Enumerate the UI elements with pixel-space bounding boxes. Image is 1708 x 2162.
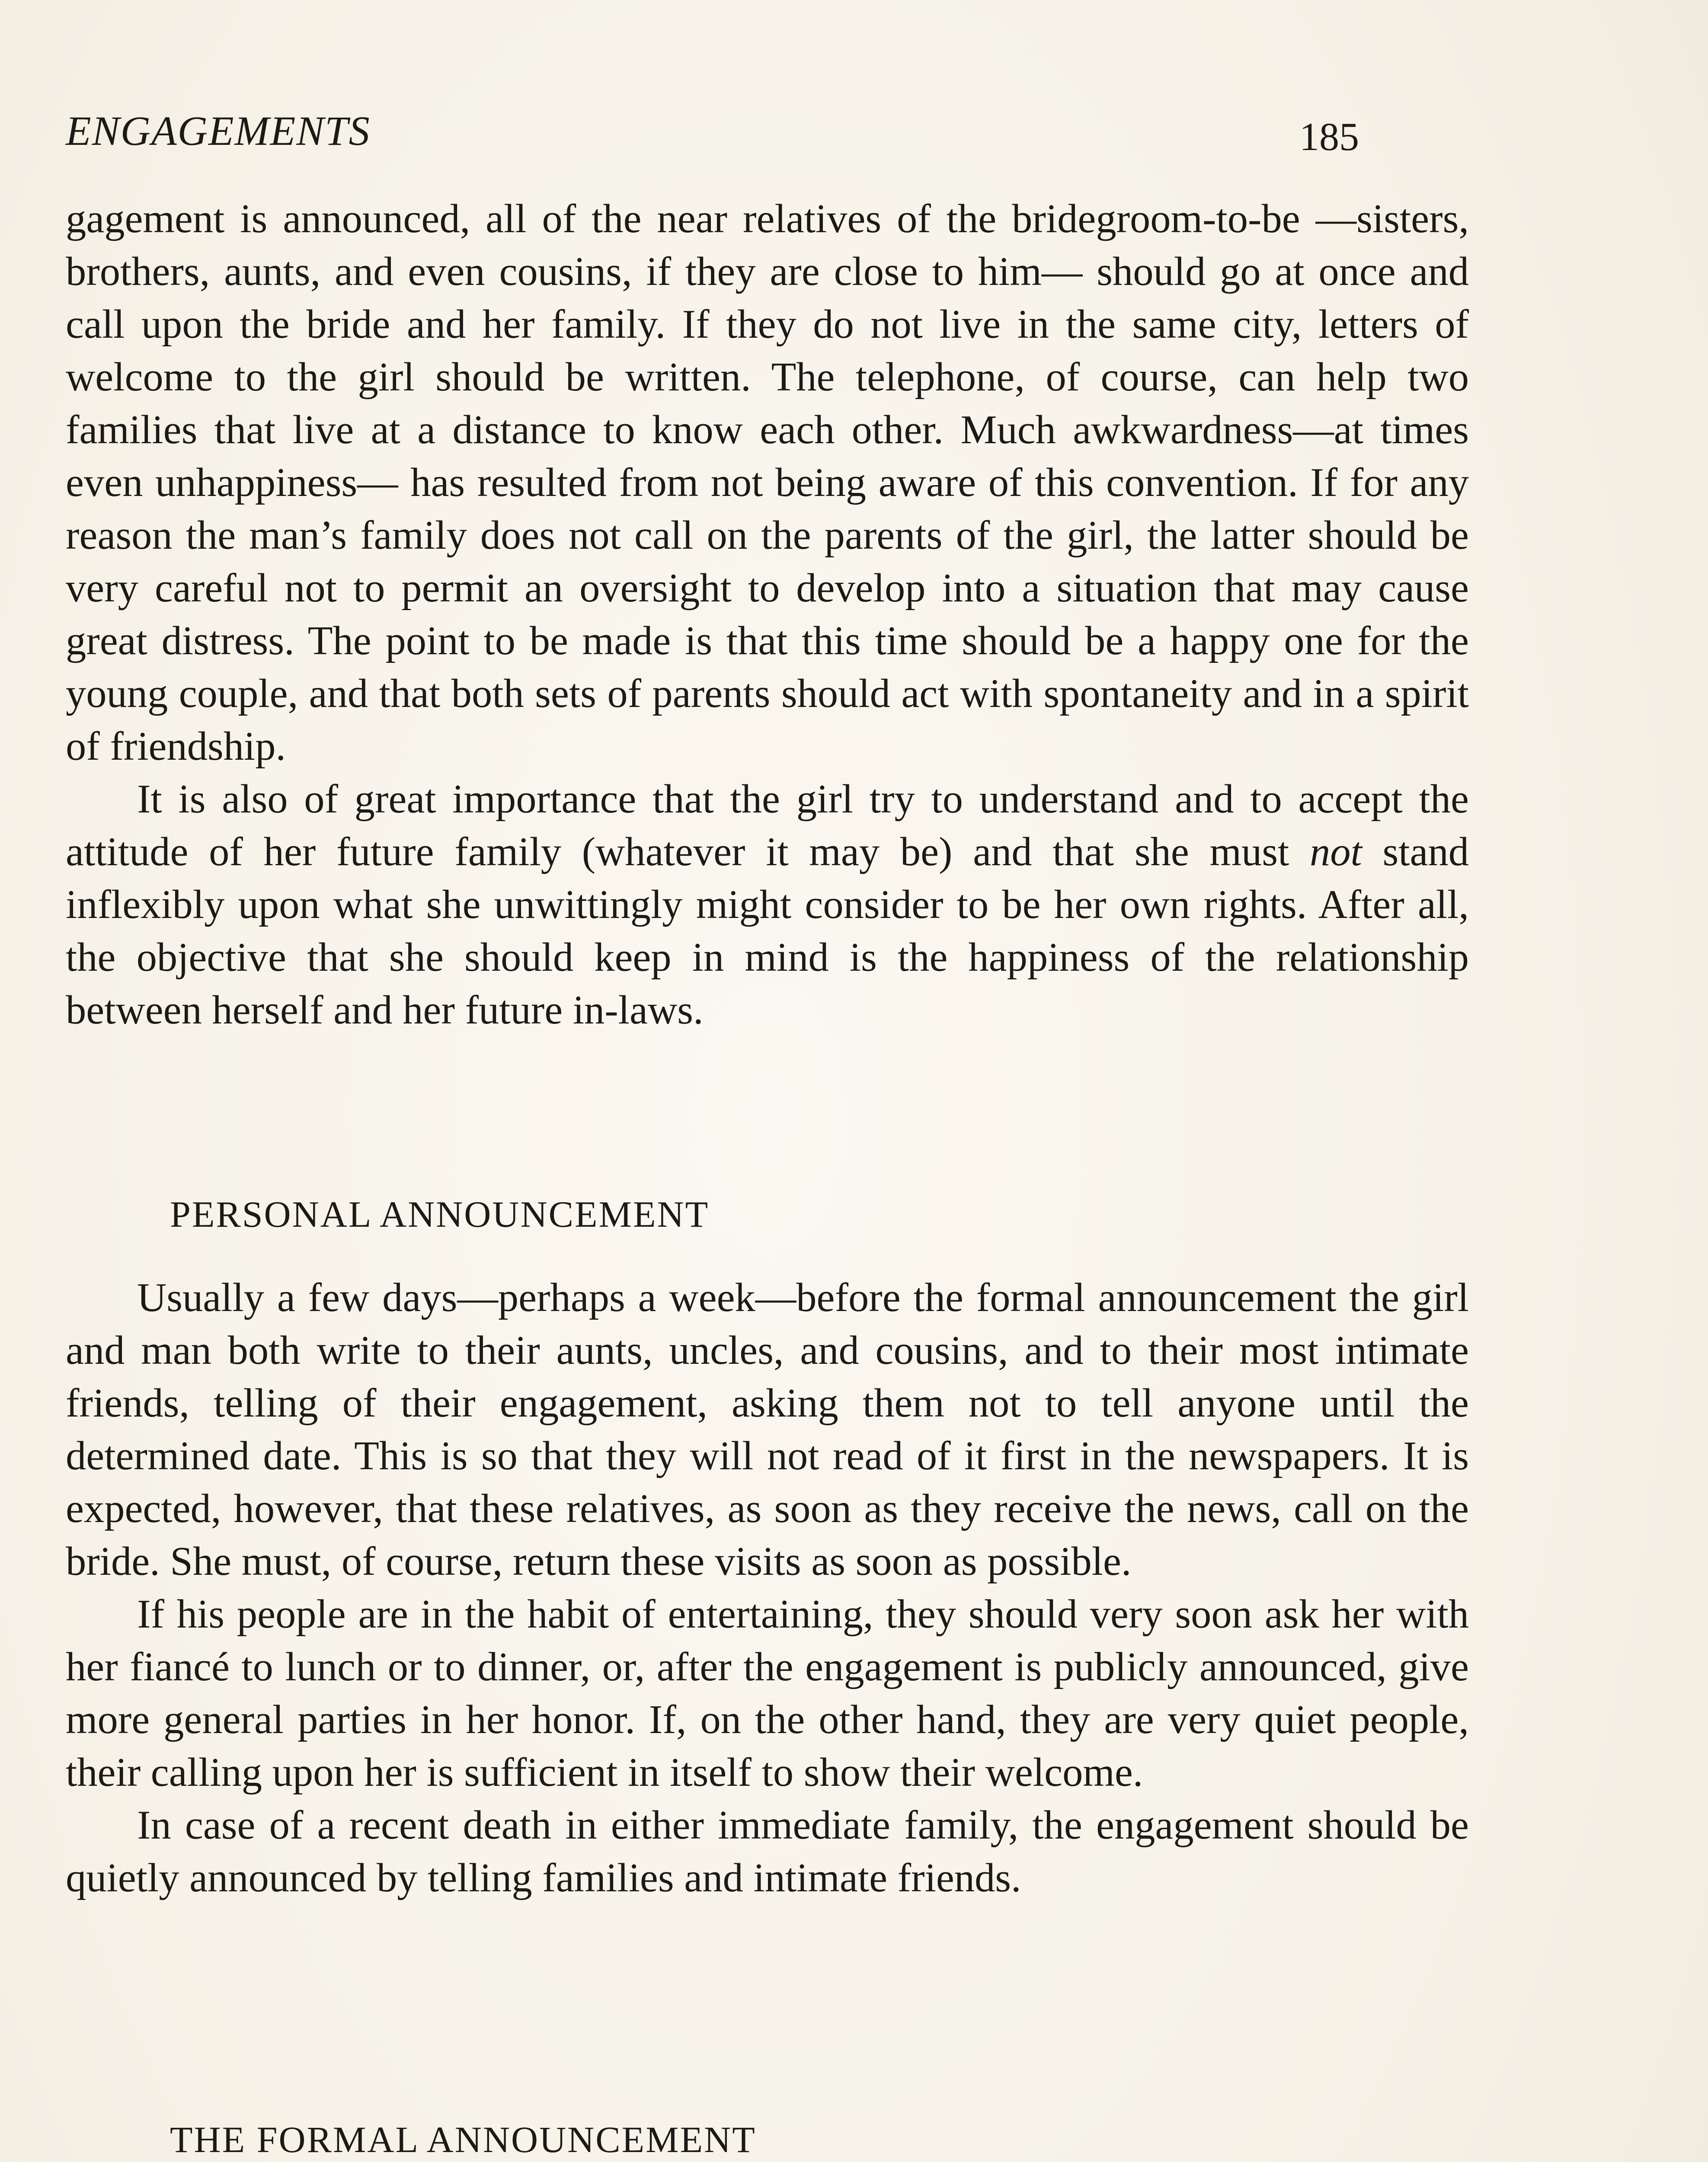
heading-personal-announcement: PERSONAL ANNOUNCEMENT xyxy=(170,1193,710,1235)
paragraph-entertaining: If his people are in the habit of entertaining, they should very soon ask her with her fiancé to lunch or to dinner, or, after the engagement is publicly announced, give more general parties in her honor. If, on the other hand, they are very quiet people, their calling upon her is sufficient in itself to show their welcome. xyxy=(66,1592,1469,1795)
emphasis-not: not xyxy=(1310,829,1362,874)
paragraph-write-relatives: Usually a few days—perhaps a week—before the formal announcement the girl and man both write to their aunts, uncles, and cousins, and to their most intimate friends, telling of their engagement, asking them not to tell anyone until the determined date. This is so that they will not read of it first in the newspapers. It is expected, however, that these relatives, as soon as they receive the news, call on the bride. She must, of course, return these visits as soon as possible. xyxy=(66,1275,1469,1584)
heading-formal-announcement: THE FORMAL ANNOUNCEMENT xyxy=(170,2119,756,2160)
paragraph-attitude-text-a: It is also of great importance that the girl try to understand and to accept the attitude of her future family (whatever it may be) and that she must xyxy=(66,777,1469,874)
paragraph-recent-death: In case of a recent death in either immediate family, the engagement should be quietly announced by telling families and intimate friends. xyxy=(66,1803,1469,1900)
paragraph-attitude-text-b: stand inflexibly upon what she unwittingly might consider to be her own rights. After all, the objective that she should keep in mind is the happiness of the relationship between herself and her future in-laws. xyxy=(66,829,1469,1033)
paragraph-attitude xyxy=(66,773,1469,1036)
page-number: 185 xyxy=(1299,115,1359,159)
running-head: ENGAGEMENTS xyxy=(66,108,371,154)
opening-text-block xyxy=(66,192,1469,1036)
paragraph-relatives-call: gagement is announced, all of the near relatives of the bridegroom-to-be —sisters, brothers, aunts, and even cousins, if they are close to him— should go at once and call upon the bride and her family. If they do not live in the same city, letters of welcome to the girl should be written. The telephone, of course, can help two families that live at a distance to know each other. Much awkwardness—at times even unhappiness— has resulted from not being aware of this convention. If for any reason the man’s family does not call on the parents of the girl, the latter should be very careful not to permit an oversight to develop into a situation that may cause great distress. The point to be made is that this time should be a happy one for the young couple, and that both sets of parents should act with spontaneity and in a spirit of friendship. xyxy=(66,196,1469,769)
personal-announcement-text-block xyxy=(66,1271,1469,1904)
